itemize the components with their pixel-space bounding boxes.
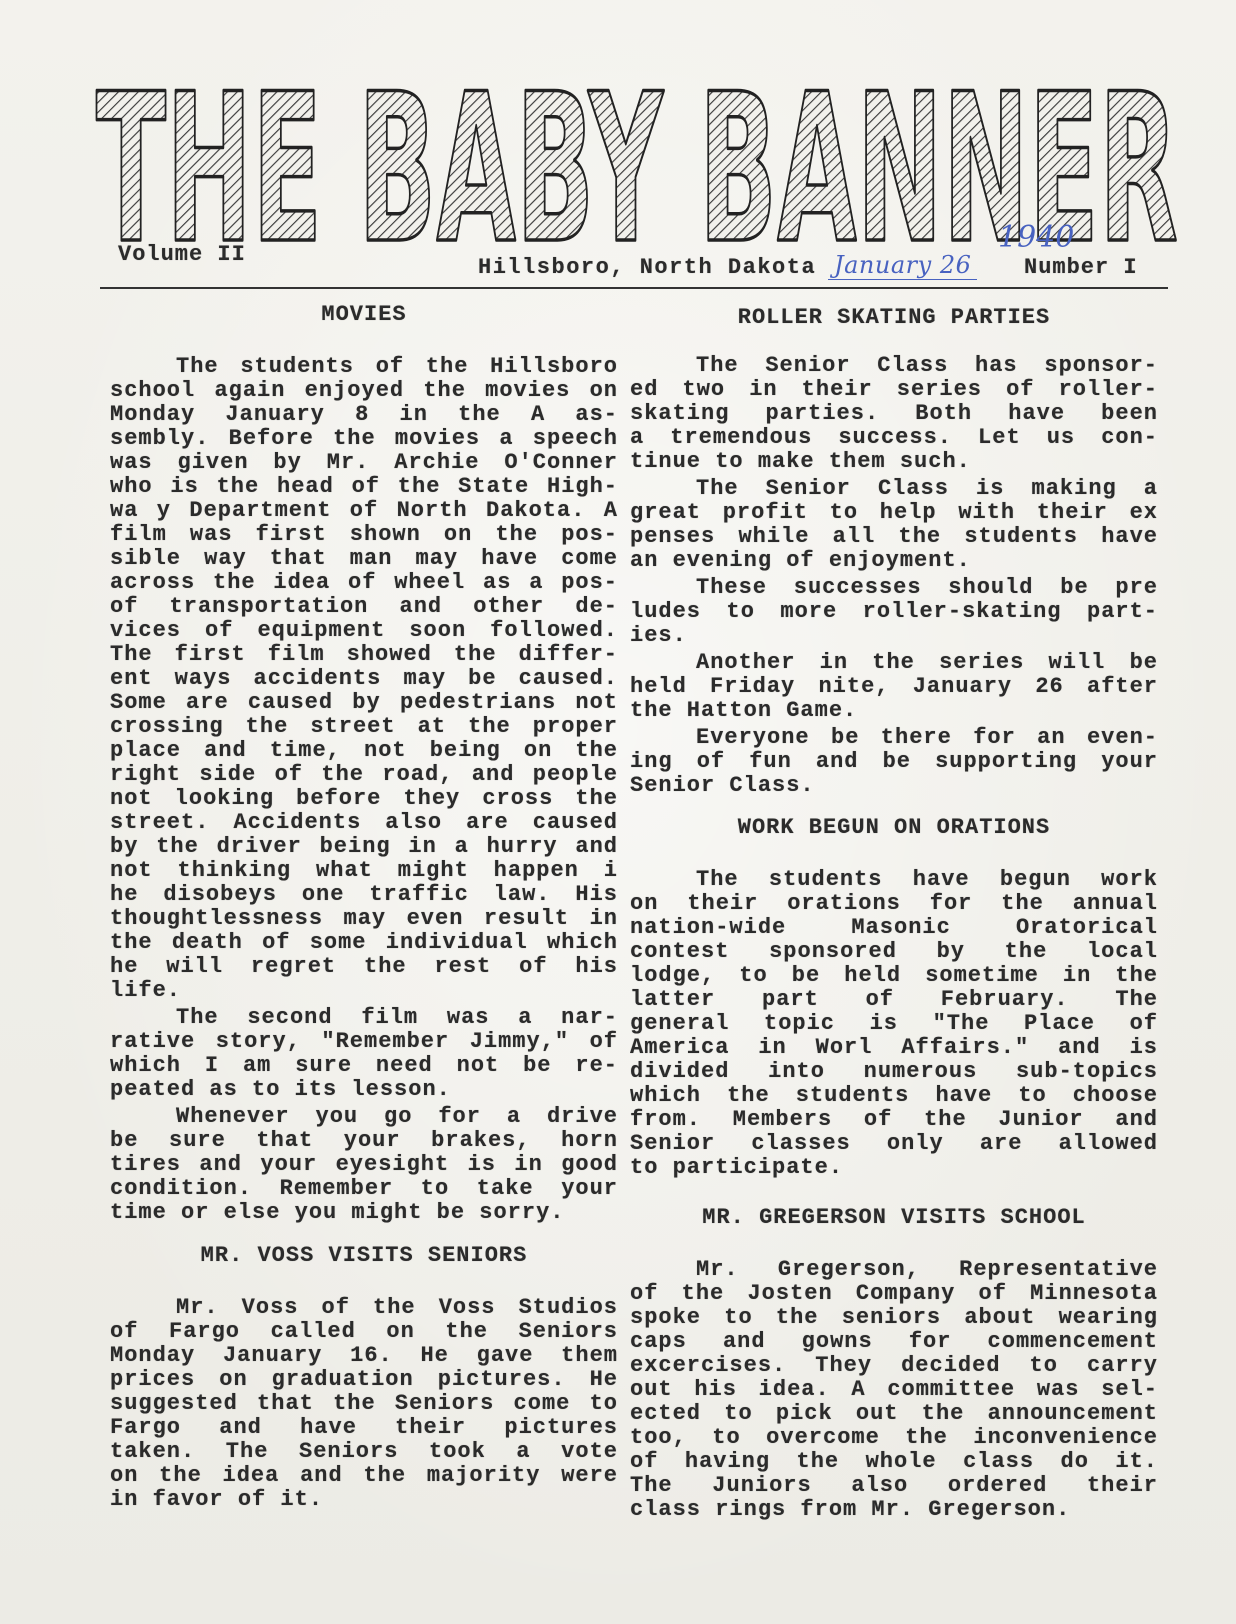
- text-line: of the Josten Company of Minnesota: [630, 1282, 1158, 1306]
- article-body: [630, 354, 1158, 798]
- article-movies: [110, 303, 618, 1225]
- text-line: condition. Remember to take your: [110, 1177, 618, 1201]
- text-line: ludes to more roller-skating part-: [630, 600, 1158, 624]
- text-line: ent ways accidents may be caused.: [110, 667, 618, 691]
- article-body: [630, 1258, 1158, 1522]
- text-line: Everyone be there for an even-: [696, 726, 1158, 750]
- text-line: from. Members of the Junior and: [630, 1108, 1158, 1132]
- text-line: too, to overcome the inconvenience: [630, 1426, 1158, 1450]
- text-line: tires and your eyesight is in good: [110, 1153, 618, 1177]
- issue-number-label: Number I: [1024, 255, 1138, 280]
- text-line: the death of some individual which: [110, 931, 618, 955]
- article-orations: [630, 816, 1158, 1180]
- text-line: taken. The Seniors took a vote: [110, 1440, 618, 1464]
- text-line: a tremendous success. Let us con-: [630, 426, 1158, 450]
- text-line: place and time, not being on the: [110, 739, 618, 763]
- text-line: The second film was a nar-: [176, 1006, 618, 1030]
- text-line: was given by Mr. Archie O'Conner: [110, 451, 618, 475]
- text-line: film was first shown on the pos-: [110, 523, 618, 547]
- text-line: caps and gowns for commencement: [630, 1330, 1158, 1354]
- article-body: [110, 1296, 618, 1512]
- text-line: crossing the street at the proper: [110, 715, 618, 739]
- text-line: rative story, "Remember Jimmy," of: [110, 1030, 618, 1054]
- paragraph: [630, 1258, 1158, 1522]
- text-line: Fargo and have their pictures: [110, 1416, 618, 1440]
- text-line: school again enjoyed the movies on: [110, 379, 618, 403]
- text-line: Senior Class.: [630, 774, 815, 798]
- text-line: Whenever you go for a drive: [176, 1105, 618, 1129]
- article-gregerson: [630, 1206, 1158, 1522]
- text-line: who is the head of the State High-: [110, 475, 618, 499]
- text-line: ed two in their series of roller-: [630, 378, 1158, 402]
- text-line: The students have begun work: [696, 868, 1158, 892]
- text-line: tinue to make them such.: [630, 450, 971, 474]
- text-line: The Juniors also ordered their: [630, 1474, 1158, 1498]
- text-line: out his idea. A committee was sel-: [630, 1378, 1158, 1402]
- text-line: of having the whole class do it.: [630, 1450, 1158, 1474]
- article-body: [630, 868, 1158, 1180]
- text-line: by the driver being in a hurry and: [110, 835, 618, 859]
- text-line: life.: [110, 979, 182, 1003]
- text-line: sembly. Before the movies a speech: [110, 427, 618, 451]
- text-line: The first film showed the differ-: [110, 643, 618, 667]
- text-line: ected to pick out the announcement: [630, 1402, 1158, 1426]
- article-body: [110, 355, 618, 1225]
- masthead-title: THE BABY BANNER: [96, 68, 1178, 253]
- text-line: ies.: [630, 624, 687, 648]
- text-line: of transportation and other de-: [110, 595, 618, 619]
- article-roller-skating: [630, 306, 1158, 798]
- text-line: penses while all the students have: [630, 525, 1158, 549]
- article-heading: ROLLER SKATING PARTIES: [737, 305, 1051, 330]
- masthead-divider: [100, 287, 1168, 289]
- text-line: Senior classes only are allowed: [630, 1132, 1158, 1156]
- text-line: of Fargo called on the Seniors: [110, 1320, 618, 1344]
- text-line: nation-wide Masonic Oratorical: [630, 916, 1158, 940]
- text-line: peated as to its lesson.: [110, 1078, 451, 1102]
- paragraph: [630, 354, 1158, 474]
- paragraph: [630, 868, 1158, 1180]
- text-line: thoughtlessness may even result in: [110, 907, 618, 931]
- text-line: Monday January 16. He gave them: [110, 1344, 618, 1368]
- paragraph: [110, 1105, 618, 1225]
- text-line: across the idea of wheel as a pos-: [110, 571, 618, 595]
- text-line: right side of the road, and people: [110, 763, 618, 787]
- text-line: great profit to help with their ex: [630, 501, 1158, 525]
- place-label: Hillsboro, North Dakota: [478, 255, 817, 280]
- volume-label: Volume II: [118, 242, 246, 267]
- text-line: not thinking what might happen i: [110, 859, 618, 883]
- text-line: not looking before they cross the: [110, 787, 618, 811]
- text-line: Monday January 8 in the A as-: [110, 403, 618, 427]
- text-line: he disobeys one traffic law. His: [110, 883, 618, 907]
- text-line: sible way that man may have come: [110, 547, 618, 571]
- article-heading: MOVIES: [321, 302, 407, 327]
- text-line: divided into numerous sub-topics: [630, 1060, 1158, 1084]
- paragraph: [110, 355, 618, 1003]
- text-line: class rings from Mr. Gregerson.: [630, 1498, 1071, 1522]
- text-line: time or else you might be sorry.: [110, 1201, 565, 1225]
- article-heading: MR. GREGERSON VISITS SCHOOL: [702, 1205, 1086, 1230]
- text-line: which I am sure need not be re-: [110, 1054, 618, 1078]
- text-line: The students of the Hillsboro: [176, 355, 618, 379]
- text-line: vices of equipment soon followed.: [110, 619, 618, 643]
- paragraph: [110, 1296, 618, 1512]
- text-line: contest sponsored by the local: [630, 940, 1158, 964]
- text-line: These successes should be pre: [696, 576, 1158, 600]
- article-heading: WORK BEGUN ON ORATIONS: [737, 815, 1051, 840]
- text-line: excercises. They decided to carry: [630, 1354, 1158, 1378]
- text-line: Some are caused by pedestrians not: [110, 691, 618, 715]
- handwritten-year: 1940: [998, 220, 1075, 255]
- article-voss: [110, 1244, 618, 1512]
- handwritten-date: January 26: [828, 252, 977, 280]
- text-line: held Friday nite, January 26 after: [630, 675, 1158, 699]
- text-line: wa y Department of North Dakota. A: [110, 499, 618, 523]
- text-line: prices on graduation pictures. He: [110, 1368, 618, 1392]
- text-line: The Senior Class is making a: [696, 477, 1158, 501]
- text-line: on their orations for the annual: [630, 892, 1158, 916]
- text-line: Another in the series will be: [696, 651, 1158, 675]
- text-line: street. Accidents also are caused: [110, 811, 618, 835]
- text-line: Mr. Voss of the Voss Studios: [176, 1296, 618, 1320]
- text-line: which the students have to choose: [630, 1084, 1158, 1108]
- text-line: he will regret the rest of his: [110, 955, 618, 979]
- paragraph: [630, 576, 1158, 648]
- text-line: lodge, to be held sometime in the: [630, 964, 1158, 988]
- text-line: spoke to the seniors about wearing: [630, 1306, 1158, 1330]
- text-line: The Senior Class has sponsor-: [696, 354, 1158, 378]
- text-line: ing of fun and be supporting your: [630, 750, 1158, 774]
- paragraph: [110, 1006, 618, 1102]
- text-line: America in Worl Affairs." and is: [630, 1036, 1158, 1060]
- text-line: suggested that the Seniors come to: [110, 1392, 618, 1416]
- text-line: be sure that your brakes, horn: [110, 1129, 618, 1153]
- text-line: the Hatton Game.: [630, 699, 858, 723]
- text-line: skating parties. Both have been: [630, 402, 1158, 426]
- paragraph: [630, 651, 1158, 723]
- text-line: general topic is "The Place of: [630, 1012, 1158, 1036]
- text-line: in favor of it.: [110, 1488, 324, 1512]
- article-heading: MR. VOSS VISITS SENIORS: [200, 1243, 528, 1268]
- text-line: latter part of February. The: [630, 988, 1158, 1012]
- text-line: to participate.: [630, 1156, 844, 1180]
- text-line: an evening of enjoyment.: [630, 549, 971, 573]
- paragraph: [630, 477, 1158, 573]
- text-line: Mr. Gregerson, Representative: [696, 1258, 1158, 1282]
- text-line: on the idea and the majority were: [110, 1464, 618, 1488]
- paragraph: [630, 726, 1158, 798]
